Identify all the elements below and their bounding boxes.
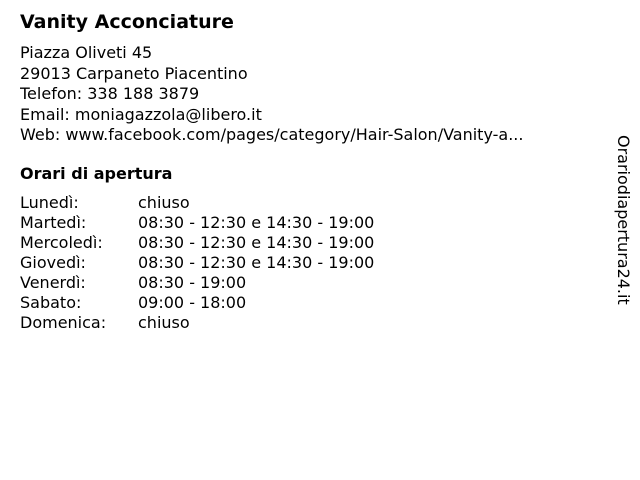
address-line-street: Piazza Oliveti 45 xyxy=(20,43,153,62)
time-value: 08:30 - 12:30 e 14:30 - 19:00 xyxy=(138,253,375,272)
day-label: Venerdì: xyxy=(20,273,86,292)
opening-hours-table xyxy=(20,193,374,333)
day-label: Mercoledì: xyxy=(20,233,103,252)
business-info xyxy=(20,43,590,146)
hours-row-tuesday xyxy=(20,213,374,233)
time-value: 08:30 - 19:00 xyxy=(138,273,247,292)
address-line-city: 29013 Carpaneto Piacentino xyxy=(20,63,248,83)
day-label: Giovedì: xyxy=(20,253,86,272)
time-value: chiuso xyxy=(138,313,190,332)
day-label: Domenica: xyxy=(20,313,107,332)
hours-row-monday xyxy=(20,193,374,213)
hours-row-saturday xyxy=(20,293,374,313)
hours-row-sunday xyxy=(20,313,374,333)
web-link[interactable]: Web: www.facebook.com/pages/category/Hair-Salon/Vanity-a... xyxy=(20,125,524,144)
day-label: Martedì: xyxy=(20,213,87,232)
hours-row-friday xyxy=(20,273,374,293)
email-text: Email: moniagazzola@libero.it xyxy=(20,104,262,124)
opening-hours-title: Orari di apertura xyxy=(20,164,173,183)
business-name: Vanity Acconciature xyxy=(20,11,234,33)
hours-row-wednesday xyxy=(20,233,374,253)
time-value: 08:30 - 12:30 e 14:30 - 19:00 xyxy=(138,213,375,232)
phone-text: Telefon: 338 188 3879 xyxy=(20,84,200,103)
time-value: 09:00 - 18:00 xyxy=(138,293,247,312)
site-watermark-label: Orariodiapertura24.it xyxy=(614,135,633,305)
hours-row-thursday xyxy=(20,253,374,273)
time-value: chiuso xyxy=(138,193,190,212)
day-label: Sabato: xyxy=(20,293,82,312)
day-label: Lunedì: xyxy=(20,193,79,212)
time-value: 08:30 - 12:30 e 14:30 - 19:00 xyxy=(138,233,375,252)
